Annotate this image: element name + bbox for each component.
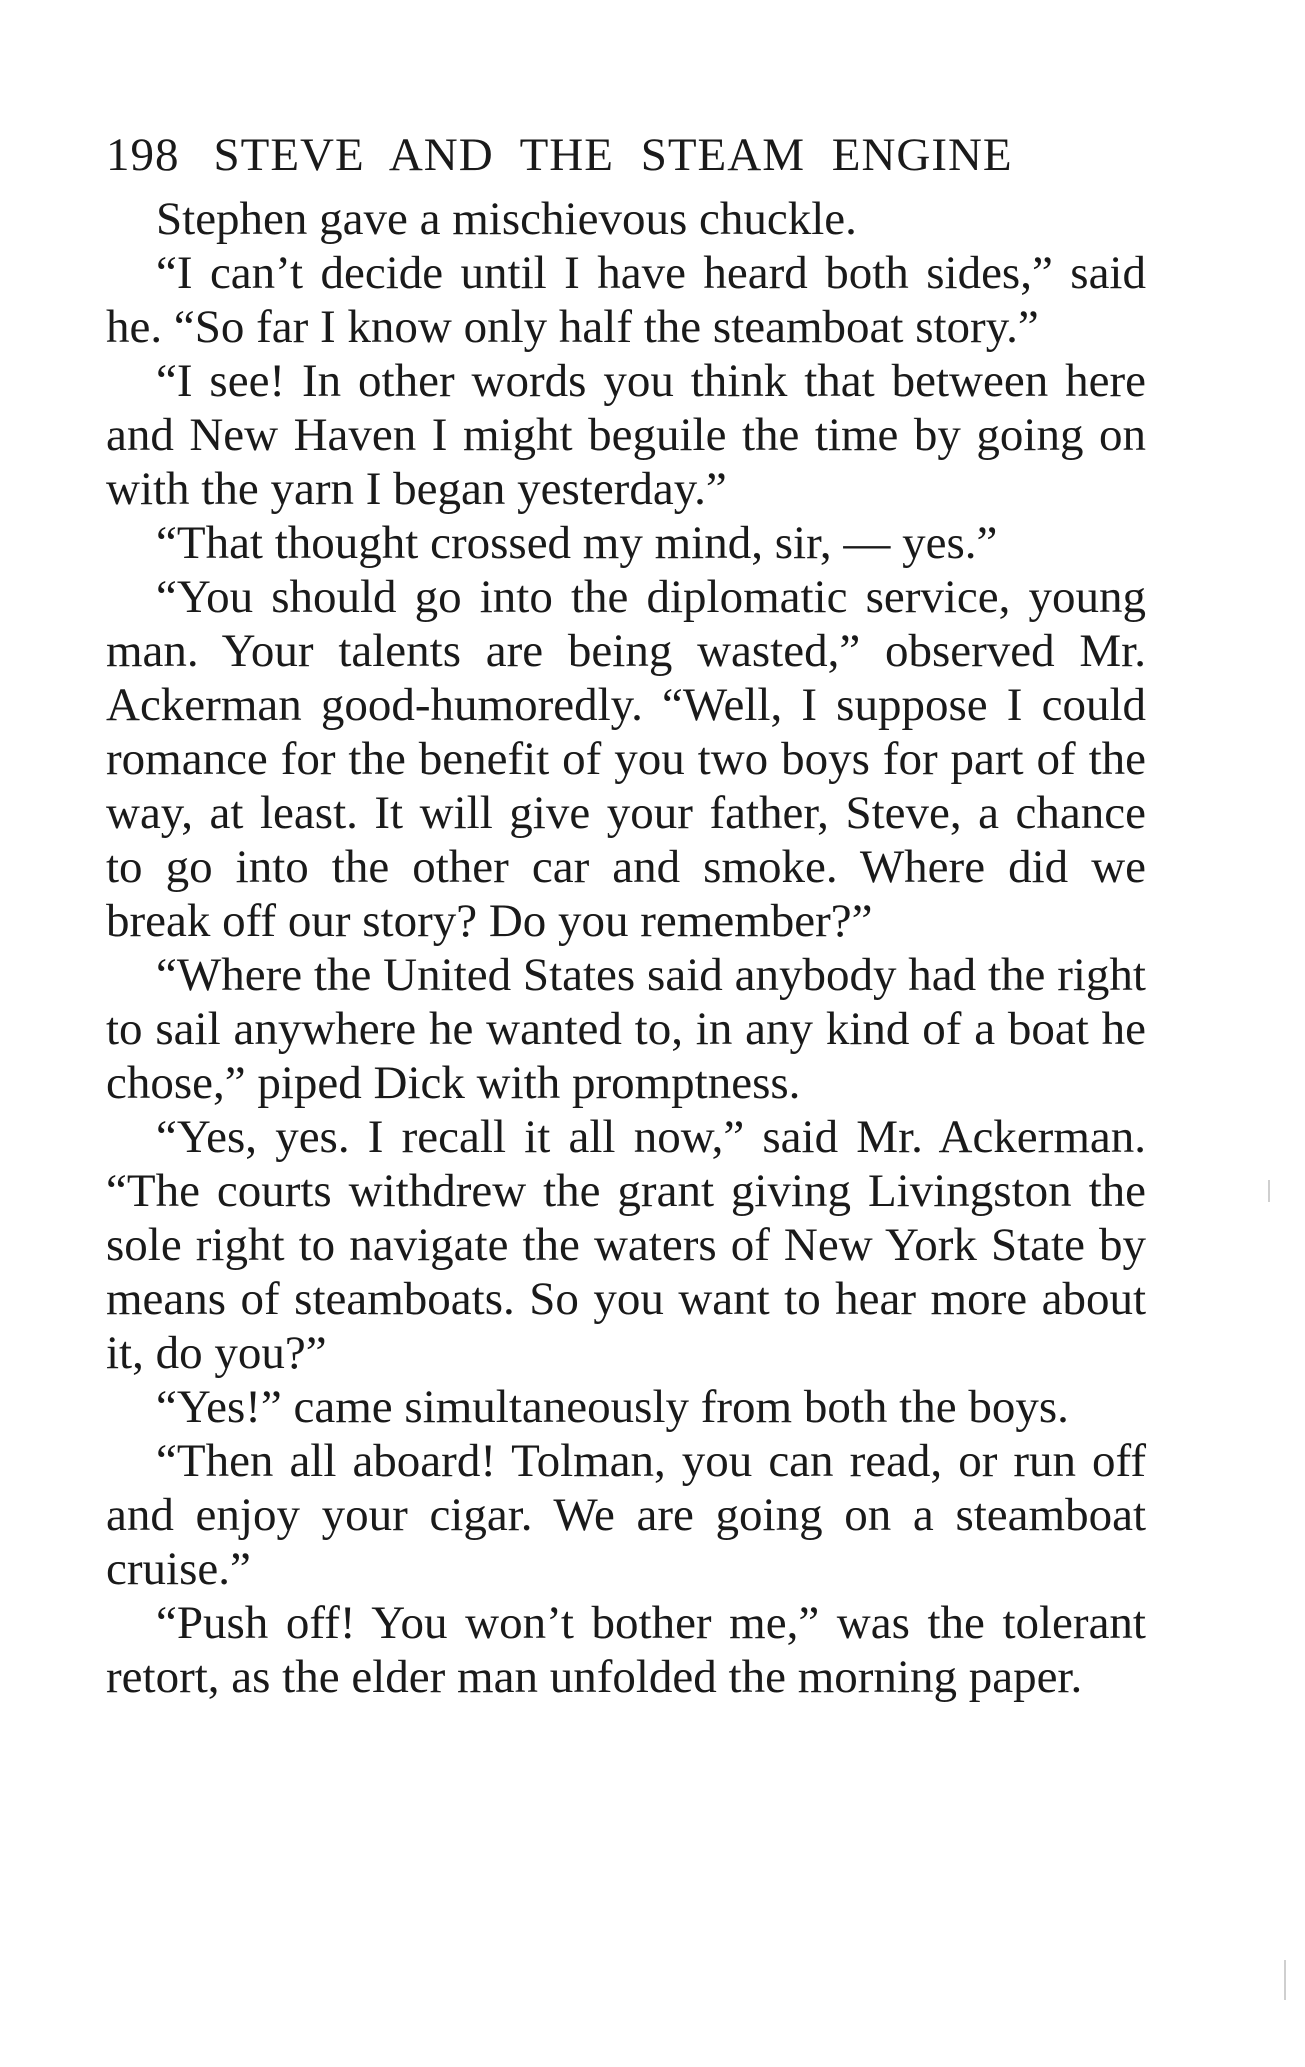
running-title: STEVE AND THE STEAM ENGINE bbox=[213, 129, 1013, 181]
paragraph: “Push off! You won’t bother me,” was the tolerant retort, as the elder man unfolded the morning paper. bbox=[106, 1597, 1146, 1703]
scan-artifact-mark bbox=[1284, 1960, 1286, 2000]
paragraph: “You should go into the diplomatic service, young man. Your talents are being wasted,” observed Mr. Ackerman good-humoredly. “Well, I suppose I could romance for the benefit of you two boys for part of the way, at least. It will give your father, Steve, a chance to go into the other car and smoke. Where did we break off our story? Do you remember?” bbox=[106, 571, 1146, 947]
paragraph: “That thought crossed my mind, sir, — yes.” bbox=[156, 517, 998, 569]
paragraph: “Yes!” came simultaneously from both the boys. bbox=[156, 1381, 1069, 1433]
paragraph: Stephen gave a mischievous chuckle. bbox=[156, 193, 857, 245]
page-number: 198 bbox=[106, 129, 180, 181]
paragraph: “Where the United States said anybody had the right to sail anywhere he wanted to, in any kind of a boat he chose,” piped Dick with promptness. bbox=[106, 949, 1146, 1109]
paragraph: “Yes, yes. I recall it all now,” said Mr. Ackerman. “The courts withdrew the grant giving Livingston the sole right to navigate the waters of New York State by means of steamboats. So you want to hear more about it, do you?” bbox=[106, 1111, 1146, 1379]
scan-artifact-mark bbox=[1268, 1180, 1270, 1202]
running-head bbox=[106, 128, 1146, 192]
body-text bbox=[106, 192, 1146, 1704]
book-page bbox=[106, 128, 1146, 1704]
paragraph: “I can’t decide until I have heard both sides,” said he. “So far I know only half the steamboat story.” bbox=[106, 247, 1146, 353]
paragraph: “I see! In other words you think that between here and New Haven I might beguile the time by going on with the yarn I began yesterday.” bbox=[106, 355, 1146, 515]
paragraph: “Then all aboard! Tolman, you can read, or run off and enjoy your cigar. We are going on a steamboat cruise.” bbox=[106, 1435, 1146, 1595]
